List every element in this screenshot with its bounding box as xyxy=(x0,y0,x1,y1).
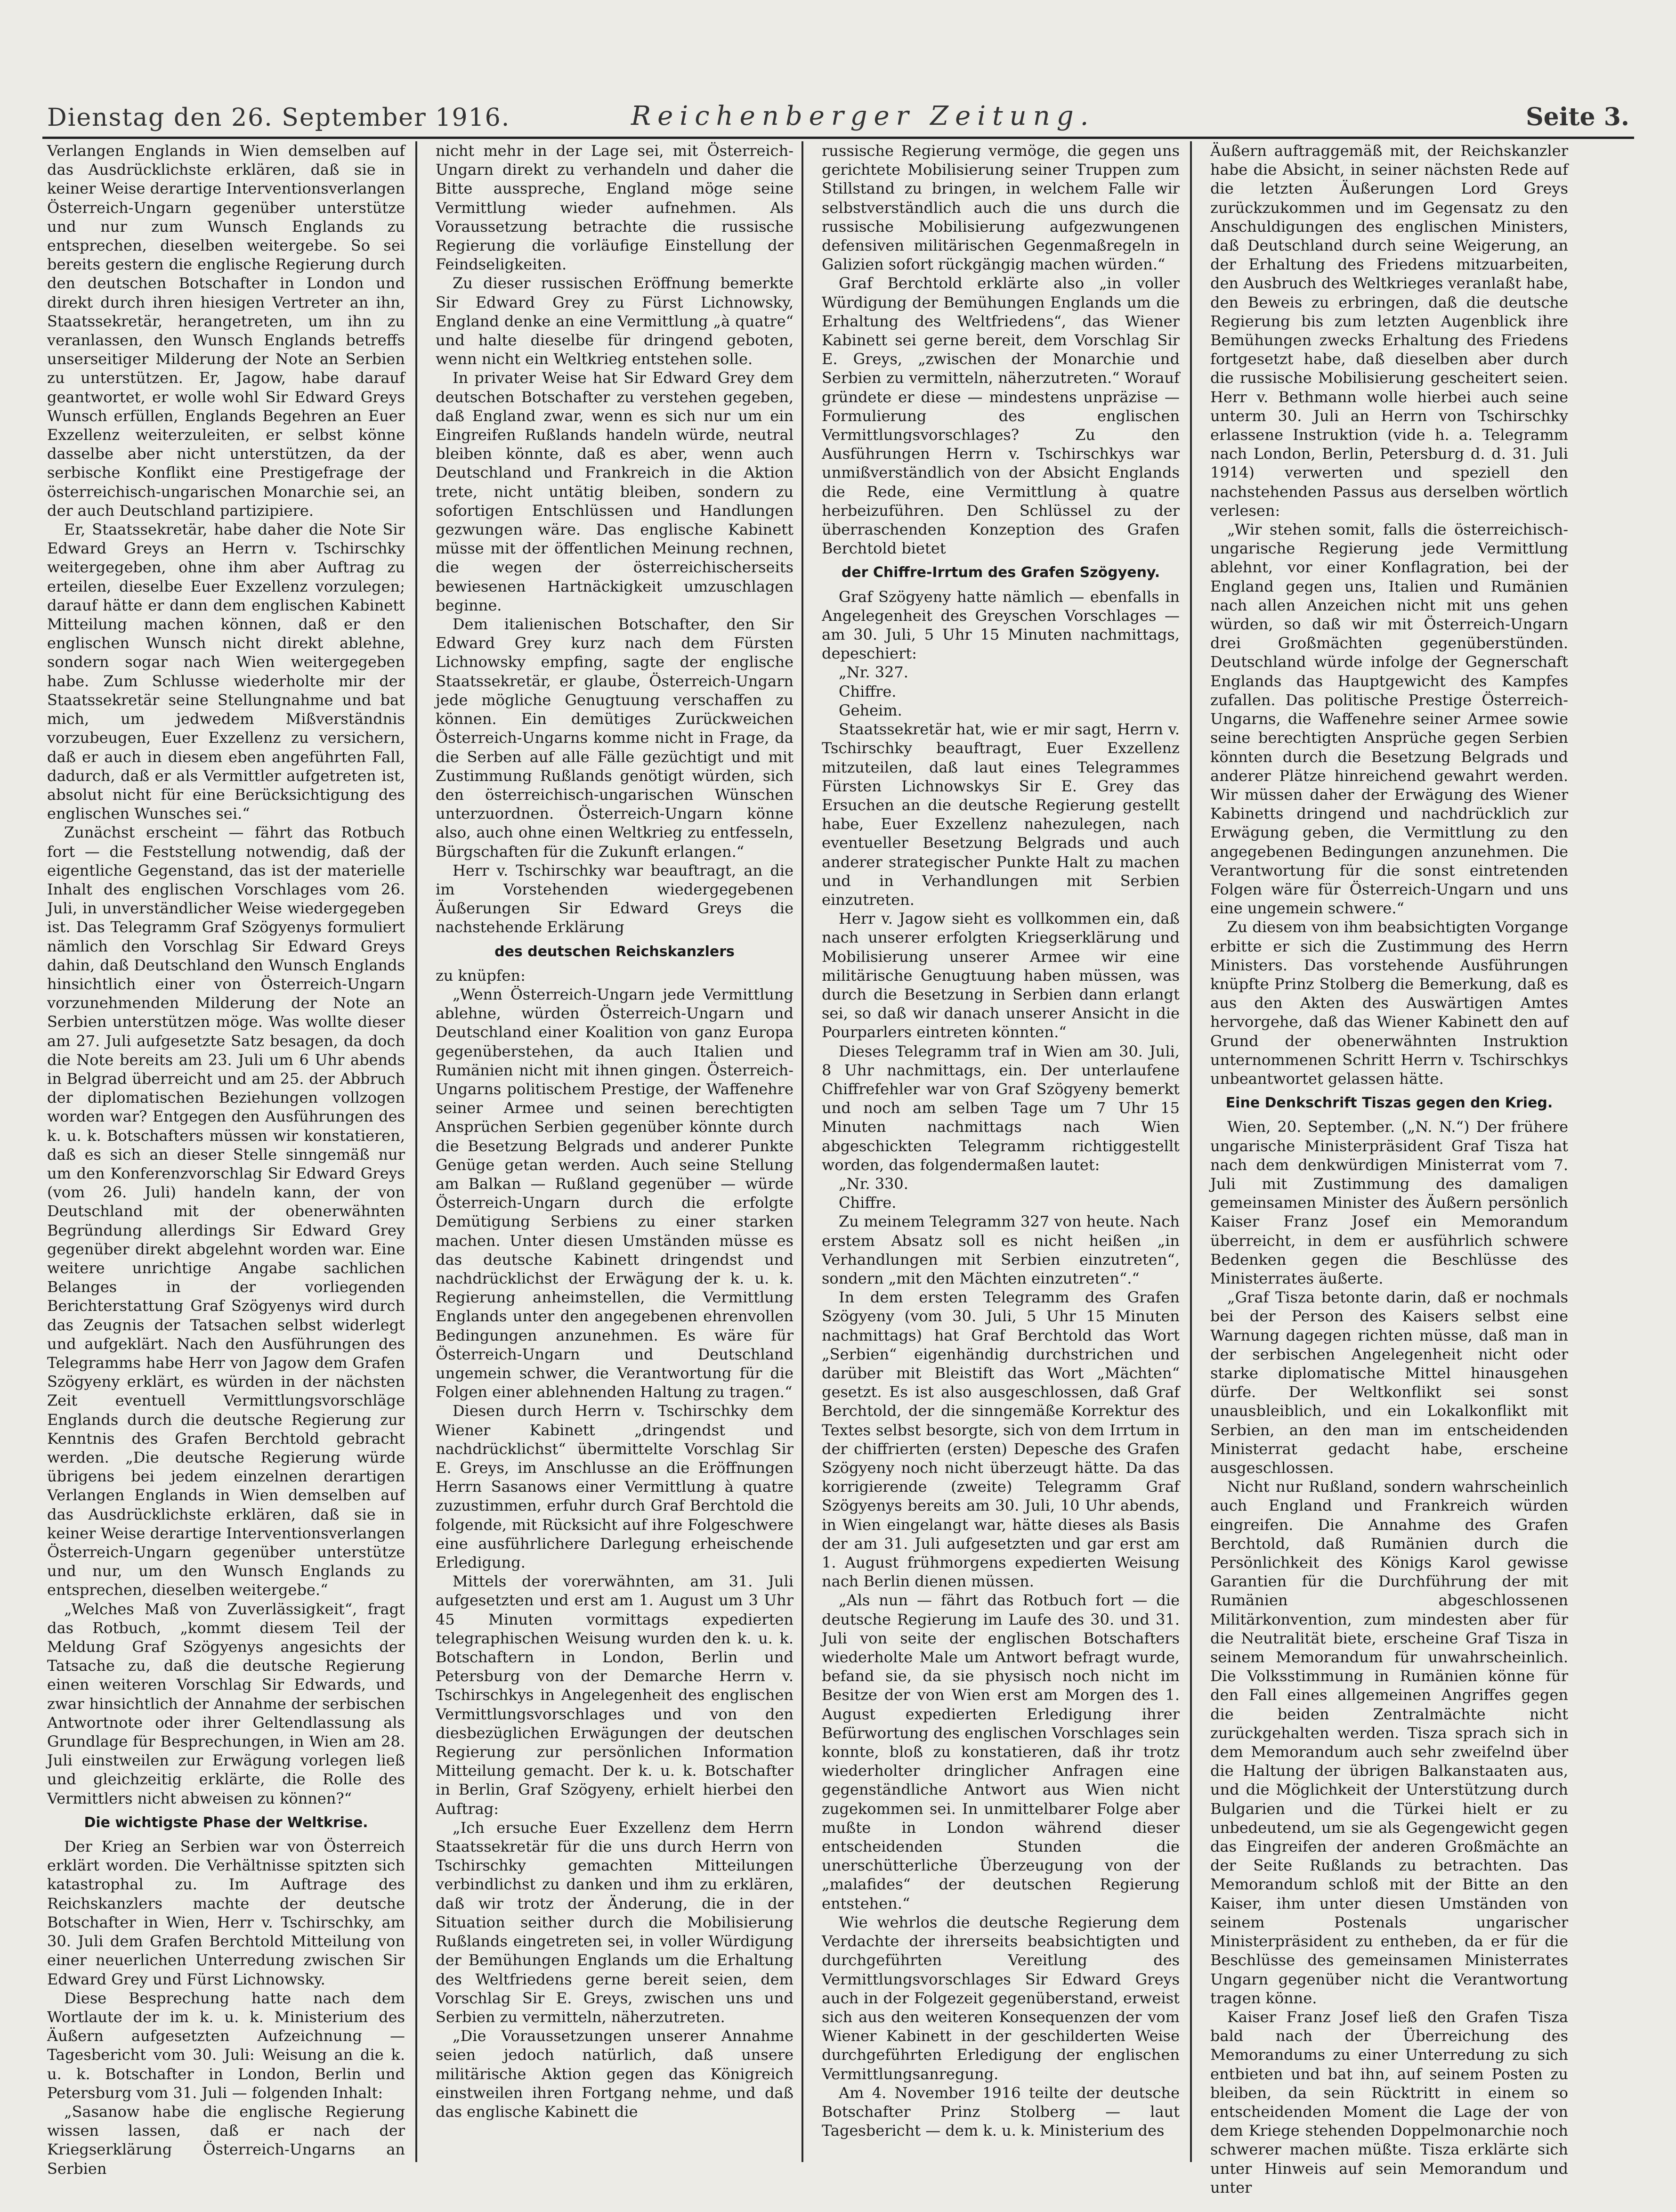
section-heading: des deutschen Reichskanzlers xyxy=(494,943,735,960)
paragraph: Zu dieser russischen Eröffnung bemerkte Sir Edward Grey zu Fürst Lichnowsky, England denke an eine Vermittlung „à quatre“ und halte dieselbe für dringend geboten, wenn nicht ein Weltkrieg entstehen solle. xyxy=(436,274,793,368)
paragraph: Am 4. November 1916 teilte der deutsche Botschafter Prinz Stolberg — laut Tagesbericht — dem k. u. k. Ministerium des xyxy=(822,2083,1180,2140)
telegram-line: „Nr. 327. xyxy=(839,663,908,682)
paragraph: In dem ersten Telegramm des Grafen Szögyeny (vom 30. Juli, 5 Uhr 15 Minuten nachmittags) hat Graf Berchtold das Wort „Serbien“ eigenhändig durchstrichen und darüber mit Bleistift das Wort „Mächten“ gesetzt. Es ist also ausgeschlossen, daß Graf Berchtold, der die sinngemäße Korrektur des Textes selbst besorgte, sich von dem Irrtum in der chiffrierten (ersten) Depesche des Grafen Szögyeny noch nicht überzeugt hätte. Da das korrigierende (zweite) Telegramm Graf Szögyenys bereits am 30. Juli, 10 Uhr abends, in Wien eingelangt war, hätte dieses als Basis der am 31. Juli aufgesetzten und gar erst am 1. August frühmorgens expedierten Weisung nach Berlin dienen müssen. xyxy=(822,1288,1180,1591)
telegram-line: Chiffre. xyxy=(839,1194,897,1212)
column-rule xyxy=(1190,141,1192,2162)
column-rule xyxy=(415,141,417,2162)
paragraph: Der Krieg an Serbien war von Österreich erklärt worden. Die Verhältnisse spitzten sich katastrophal zu. Im Auftrage des Reichskanzlers machte der deutsche Botschafter in Wien, Herr v. Tschirschky, am 30. Juli dem Grafen Berchtold Mitteilung von einer neuerlichen Unterredung zwischen Sir Edward Grey und Fürst Lichnowsky. xyxy=(47,1838,405,1988)
paragraph: „Die Voraussetzungen unserer Annahme seien jedoch natürlich, daß unsere militärische Aktion gegen das Königreich einstweilen ihren Fortgang nehme, und daß das englische Kabinett die xyxy=(436,2027,793,2121)
column-2 xyxy=(436,141,793,2162)
paragraph: Herr v. Tschirschky war beauftragt, an die im Vorstehenden wiedergegebenen Äußerungen Sir Edward Greys die nachstehende Erklärung xyxy=(436,861,793,936)
paragraph: zu knüpfen: xyxy=(436,966,526,984)
paragraph: Verlangen Englands in Wien demselben auf das Ausdrücklichste erklären, daß sie in keiner Weise derartige Interventionsverlangen Österreich-Ungarn gegenüber unterstütze und nur zum Wunsch Englands zu entsprechen, dieselben weitergebe. So sei bereits gestern die englische Regierung durch den deutschen Botschafter in London und direkt durch ihren hiesigen Vertreter an ihn, Staatssekretär, herangetreten, um ihn zu veranlassen, den Wunsch Englands betreffs unserseitiger Milderung der Note an Serbien zu unterstützen. Er, Jagow, habe darauf geantwortet, er wolle wohl Sir Edward Greys Wunsch erfüllen, Englands Begehren an Euer Exzellenz weiterzuleiten, er selbst könne dasselbe aber nicht unterstützen, da der serbische Konflikt eine Prestigefrage der österreichisch-ungarischen Monarchie sei, an der auch Deutschland partizipiere. xyxy=(47,142,405,520)
paragraph: Kaiser Franz Josef ließ den Grafen Tisza bald nach der Überreichung des Memorandums zu einer Unterredung zu sich entbieten und bat ihn, auf seinem Posten zu bleiben, da sein Rücktritt in einem so entscheidenden Moment die Lage der von dem Kriege stehenden Doppelmonarchie noch schwerer machen müßte. Tisza erklärte sich unter Hinweis auf sein Memorandum und unter xyxy=(1210,2008,1568,2196)
paragraph: Diesen durch Herrn v. Tschirschky dem Wiener Kabinett „dringendst und nachdrücklichst“ übermittelte Vorschlag Sir E. Greys, im Anschlusse an die Eröffnungen Herrn Sasanows einer Vermittlung à quatre zuzustimmen, erfuhr durch Graf Berchtold die folgende, mit Rücksicht auf ihre Folgeschwere eine ausführlichere Darlegung erheischende Erledigung. xyxy=(436,1402,793,1572)
paragraph: Diese Besprechung hatte nach dem Wortlaute der im k. u. k. Ministerium des Äußern aufgesetzten Aufzeichnung — Tagesbericht vom 30. Juli: Weisung an die k. u. k. Botschafter in London, Berlin und Petersburg vom 31. Juli — folgenden Inhalt: xyxy=(47,1989,405,2102)
paragraph: Graf Szögyeny hatte nämlich — ebenfalls in Angelegenheit des Greyschen Vorschlages — am 30. Juli, 5 Uhr 15 Minuten nachmittags, depeschiert: xyxy=(822,587,1180,663)
telegram-line: Geheim. xyxy=(839,701,902,719)
paragraph: „Sasanow habe die englische Regierung wissen lassen, daß er nach der Kriegserklärung Österreich-Ungarns an Serbien xyxy=(47,2102,405,2178)
paragraph: „Als nun — fährt das Rotbuch fort — die deutsche Regierung im Laufe des 30. und 31. Juli von seite der englischen Botschafters wiederholte Male um Antwort befragt wurde, befand sie, da sie physisch noch nicht im Besitze der von Wien erst am Morgen des 1. August expedierten Erledigung ihrer Befürwortung des englischen Vorschlages sein konnte, bloß zu konstatieren, daß ihr trotz wiederholter dringlicher Anfragen eine gegenständliche Antwort aus Wien nicht zugekommen sei. In unmittelbarer Folge aber mußte in London während dieser entscheidenden Stunden die unerschütterliche Überzeugung von der „malafides“ der deutschen Regierung entstehen.“ xyxy=(822,1591,1180,1912)
paragraph: Zu meinem Telegramm 327 von heute. Nach erstem Absatz soll es nicht heißen „in Verhandlungen mit Serbien einzutreten“, sondern „mit den Mächten einzutreten“.“ xyxy=(822,1212,1180,1287)
telegram-line: Chiffre. xyxy=(839,682,897,700)
paragraph: Zu diesem von ihm beabsichtigten Vorgange erbitte er sich die Zustimmung des Herrn Ministers. Das vorstehende Ausführungen knüpfte Prinz Stolberg die Bemerkung, daß es aus den Akten des Auswärtigen Amtes hervorgehe, daß das Wiener Kabinett den auf Grund der obenerwähnten Instruktion unternommenen Schritt Herrn v. Tschirschkys unbeantwortet gelassen hätte. xyxy=(1210,918,1568,1088)
newspaper-title: Reichenberger Zeitung. xyxy=(631,101,1095,131)
page-number: Seite 3. xyxy=(1526,103,1629,131)
paragraph: „Graf Tisza betonte darin, daß er nochmals bei der Person des Kaisers selbst eine Warnung dagegen richten müsse, daß man in der serbischen Angelegenheit nicht oder starke diplomatische Mittel hinausgehen dürfe. Der Weltkonflikt sei sonst unausbleiblich, und ein Lokalkonflikt mit Serbien, an den man im entscheidenden Ministerrat gedacht habe, erscheine ausgeschlossen. xyxy=(1210,1288,1568,1477)
section-heading: Eine Denkschrift Tiszas gegen den Krieg. xyxy=(1225,1095,1553,1112)
paragraph: „Welches Maß von Zuverlässigkeit“, fragt das Rotbuch, „kommt diesem Teil der Meldung Graf Szögyenys angesichts der Tatsache zu, daß die deutsche Regierung einen weiteren Vorschlag Sir Edwards, und zwar hinsichtlich der Annahme der serbischen Antwortnote oder ihrer Geltendlassung als Grundlage für Besprechungen, in Wien am 28. Juli einstweilen zur Erwägung vorlegen ließ und gleichzeitig erklärte, die Rolle des Vermittlers nicht abweisen zu können?“ xyxy=(47,1600,405,1807)
paragraph: Staatssekretär hat, wie er mir sagt, Herrn v. Tschirschky beauftragt, Euer Exzellenz mitzuteilen, daß laut eines Telegrammes Fürsten Lichnowskys Sir E. Grey das Ersuchen an die deutsche Regierung gestellt habe, Euer Exzellenz nahezulegen, nach eventueller Besetzung Belgrads und auch anderer strategischer Punkte Halt zu machen und in Verhandlungen mit Serbien einzutreten. xyxy=(822,720,1180,909)
paragraph: Graf Berchtold erklärte also „in voller Würdigung der Bemühungen Englands um die Erhaltung des Weltfriedens“, das Wiener Kabinett sei gerne bereit, dem Vorschlag Sir E. Greys, „zwischen der Monarchie und Serbien zu vermitteln, näherzutreten.“ Worauf gründete er diese — mindestens unpräzise — Formulierung des englischen Vermittlungsvorschlages? Zu den Ausführungen Herrn v. Tschirschkys war unmißverständlich von der Absicht Englands die Rede, eine Vermittlung à quatre herbeizuführen. Den Schlüssel zu der überraschenden Konzeption des Grafen Berchtold bietet xyxy=(822,274,1180,558)
paragraph: Er, Staatssekretär, habe daher die Note Sir Edward Greys an Herrn v. Tschirschky weitergegeben, ohne ihm aber Auftrag zu erteilen, dieselbe Euer Exzellenz vorzulegen; darauf hätte er dann dem englischen Kabinett Mitteilung machen können, daß er den englischen Wunsch nicht direkt ablehne, sondern sogar nach Wien weitergegeben habe. Zum Schlusse wiederholte mir der Staatssekretär seine Stellungnahme und bat mich, um jedwedem Mißverständnis vorzubeugen, Euer Exzellenz zu versichern, daß er auch in diesem eben angeführten Fall, dadurch, daß er als Vermittler aufgetreten ist, absolut nicht für eine Berücksichtigung des englischen Wunsches sei.“ xyxy=(47,520,405,823)
paragraph: In privater Weise hat Sir Edward Grey dem deutschen Botschafter zu verstehen gegeben, daß England zwar, wenn es sich nur um ein Eingreifen Rußlands handeln würde, neutral bleiben könnte, daß es aber, wenn auch Deutschland und Frankreich in die Aktion trete, nicht untätig bleiben, sondern zu sofortigen Entschlüssen und Handlungen gezwungen wäre. Das englische Kabinett müsse mit der öffentlichen Meinung rechnen, die wegen der österreichischerseits bewiesenen Hartnäckigkeit umzuschlagen beginne. xyxy=(436,369,793,614)
paragraph: Nicht nur Rußland, sondern wahrscheinlich auch England und Frankreich würden eingreifen. Die Annahme des Grafen Berchtold, daß Rumänien durch die Persönlichkeit des Königs Karol gewisse Garantien für die Durchführung der mit Rumänien abgeschlossenen Militärkonvention, zum mindesten aber für die Neutralität biete, erscheine Graf Tisza in seinem Memorandum für unwahrscheinlich. Die Volksstimmung in Rumänien könne für den Fall eines allgemeinen Angriffes gegen die beiden Zentralmächte nicht zurückgehalten werden. Tisza sprach sich in dem Memorandum auch sehr zweifelnd über die Haltung der übrigen Balkanstaaten aus, und die Möglichkeit der Unterstützung durch Bulgarien und die Türkei hielt er zu unbedeutend, um sie als Gegengewicht gegen das Eingreifen der anderen Großmächte an der Seite Rußlands zu betrachten. Das Memorandum schloß mit der Bitte an den Kaiser, ihm unter diesen Umständen von seinem Postenals ungarischer Ministerpräsident zu entheben, da er für die Beschlüsse des gemeinsamen Ministerrates Ungarn gegenüber nicht die Verantwortung tragen könne. xyxy=(1210,1478,1568,2007)
paragraph: Dem italienischen Botschafter, den Sir Edward Grey kurz nach dem Fürsten Lichnowsky empfing, sagte der englische Staatssekretär, er glaube, Österreich-Ungarn jede mögliche Genugtuung verschaffen zu können. Ein demütiges Zurückweichen Österreich-Ungarns komme nicht in Frage, da die Serben auf alle Fälle gezüchtigt und mit Zustimmung Rußlands genötigt würden, sich den österreichisch-ungarischen Wünschen unterzuordnen. Österreich-Ungarn könne also, auch ohne einen Weltkrieg zu entfesseln, Bürgschaften für die Zukunft erlangen.“ xyxy=(436,615,793,861)
paragraph: Dieses Telegramm traf in Wien am 30. Juli, 8 Uhr nachmittags, ein. Der unterlaufene Chiffrefehler war von Graf Szögyeny bemerkt und noch am selben Tage um 7 Uhr 15 Minuten nachmittags nach Wien abgeschickten Telegramm richtiggestellt worden, das folgendermaßen lautet: xyxy=(822,1042,1180,1174)
paragraph: Zunächst erscheint — fährt das Rotbuch fort — die Feststellung notwendig, daß der eigentliche Gegenstand, das ist der materielle Inhalt des englischen Vorschlages vom 26. Juli, in unverständlicher Weise wiedergegeben ist. Das Telegramm Graf Szögyenys formuliert nämlich den Vorschlag Sir Edward Greys dahin, daß Deutschland den Wunsch Englands hinsichtlich einer von Österreich-Ungarn vorzunehmenden Milderung der Note an Serbien unterstützen möge. Was wollte dieser am 27. Juli aufgesetzte Satz besagen, da doch die Note bereits am 23. Juli um 6 Uhr abends in Belgrad überreicht und am 25. der Abbruch der diplomatischen Beziehungen vollzogen worden war? Entgegen den Ausführungen des k. u. k. Botschafters müssen wir konstatieren, daß es sich an dieser Stelle sinngemäß nur um den Konferenzvorschlag Sir Edward Greys (vom 26. Juli) handeln kann, der von Deutschland mit der obenerwähnten Begründung allerdings Sir Edward Grey gegenüber direkt abgelehnt worden war. Eine weitere unrichtige Angabe sachlichen Belanges in der vorliegenden Berichterstattung Graf Szögyenys wird durch das Zeugnis der Tatsachen selbst widerlegt und aufgeklärt. Nach den Ausführungen des Telegramms habe Herr von Jagow dem Grafen Szögyeny erklärt, es würden in der nächsten Zeit eventuell Vermittlungsvorschläge Englands durch die deutsche Regierung zur Kenntnis des Grafen Berchtold gebracht werden. „Die deutsche Regierung würde übrigens bei jedem einzelnen derartigen Verlangen Englands in Wien demselben auf das Ausdrücklichste erklären, daß sie in keiner Weise derartige Interventionsverlangen Österreich-Ungarn gegenüber unterstütze und nur, um den Wunsch Englands zu entsprechen, dieselben weitergebe.“ xyxy=(47,823,405,1599)
issue-date: Dienstag den 26. September 1916. xyxy=(47,104,510,132)
telegram-line: „Nr. 330. xyxy=(839,1174,908,1193)
paragraph: Herr v. Jagow sieht es vollkommen ein, daß nach unserer erfolgten Kriegserklärung und Mobilisierung unserer Armee wir eine militärische Genugtuung haben müssen, was durch die Besetzung in Serbien dann erlangt sei, so daß wir danach unserer Ansicht in die Pourparlers eintreten könnten.“ xyxy=(822,910,1180,1041)
masthead xyxy=(42,94,1634,139)
section-heading: der Chiffre-Irrtum des Grafen Szögyeny. xyxy=(841,564,1160,581)
paragraph: nicht mehr in der Lage sei, mit Österreich-Ungarn direkt zu verhandeln und daher die Bitte ausspreche, England möge seine Vermittlung wieder aufnehmen. Als Voraussetzung betrachte die russische Regierung die vorläufige Einstellung der Feindseligkeiten. xyxy=(436,142,793,274)
paragraph: Wie wehrlos die deutsche Regierung dem Verdachte der ihrerseits beabsichtigten und durchgeführten Vereitlung des Vermittlungsvorschlages Sir Edward Greys auch in der Folgezeit gegenüberstand, erweist sich aus den weiteren Konsequenzen der vom Wiener Kabinett in der geschilderten Weise durchgeführten Erledigung der englischen Vermittlungsanregung. xyxy=(822,1913,1180,2083)
column-4 xyxy=(1210,141,1568,2196)
column-3 xyxy=(822,141,1180,2162)
paragraph: „Wenn Österreich-Ungarn jede Vermittlung ablehne, würden Österreich-Ungarn und Deutschland einer Koalition von ganz Europa gegenüberstehen, da auch Italien und Rumänien nicht mit ihnen gingen. Österreich-Ungarns politischem Prestige, der Waffenehre seiner Armee und seinen berechtigten Ansprüchen Serbien gegenüber könnte durch die Besetzung Belgrads und anderer Punkte Genüge getan werden. Auch seine Stellung am Balkan — Rußland gegenüber — würde Österreich-Ungarn durch die erfolgte Demütigung Serbiens zu einer starken machen. Unter diesen Umständen müsse es das deutsche Kabinett dringendst und nachdrücklichst der Erwägung der k. u. k. Regierung anheimstellen, die Vermittlung Englands unter den angegebenen ehrenvollen Bedingungen anzunehmen. Es wäre für Österreich-Ungarn und Deutschland ungemein schwer, die Verantwortung für die Folgen einer ablehnenden Haltung zu tragen.“ xyxy=(436,985,793,1401)
paragraph: „Wir stehen somit, falls die österreichisch-ungarische Regierung jede Vermittlung ablehnt, vor einer Konflagration, bei der England gegen uns, Italien und Rumänien nach allen Anzeichen nicht mit uns gehen würden, so daß wir mit Österreich-Ungarn drei Großmächten gegenüberstünden. Deutschland würde infolge der Gegnerschaft Englands das Hauptgewicht des Kampfes zufallen. Das politische Prestige Österreich-Ungarns, die Waffenehre seiner Armee sowie seine berechtigten Ansprüche gegen Serbien könnten durch die Besetzung Belgrads und anderer Plätze hinreichend gewahrt werden. Wir müssen daher der Erwägung des Wiener Kabinetts dringend und nachdrücklich zur Erwägung geben, die Vermittlung zu den angegebenen Bedingungen anzunehmen. Die Verantwortung für die sonst eintretenden Folgen wäre für Österreich-Ungarn und uns eine ungemein schwere.“ xyxy=(1210,520,1568,918)
section-heading: Die wichtigste Phase der Weltkrise. xyxy=(84,1814,368,1831)
paragraph: Äußern auftraggemäß mit, der Reichskanzler habe die Absicht, in seiner nächsten Rede auf die letzten Äußerungen Lord Greys zurückzukommen und im Gegensatz zu den Anschuldigungen des englischen Ministers, daß Deutschland durch seine Weigerung, an der Erhaltung des Friedens mitzuarbeiten, den Ausbruch des Weltkrieges veranlaßt habe, den Beweis zu erbringen, daß die deutsche Regierung bis zum letzten Augenblick ihre Bemühungen zwecks Erhaltung des Friedens fortgesetzt habe, daß dieselben aber durch die russische Mobilisierung gescheitert seien. Herr v. Bethmann wolle hierbei auch seine unterm 30. Juli an Herrn von Tschirschky erlassene Instruktion (vide h. a. Telegramm nach London, Berlin, Petersburg d. d. 31. Juli 1914) verwerten und speziell den nachstehenden Passus aus derselben wörtlich verlesen: xyxy=(1210,142,1568,520)
paragraph: Wien, 20. September. („N. N.“) Der frühere ungarische Ministerpräsident Graf Tisza hat nach dem denkwürdigen Ministerrat vom 7. Juli mit Zustimmung des damaligen gemeinsamen Minister des Äußern persönlich Kaiser Franz Josef ein Memorandum überreicht, in dem er ausführlich schwere Bedenken gegen die Beschlüsse des Ministerrates äußerte. xyxy=(1210,1118,1568,1287)
column-rule xyxy=(802,141,803,2162)
column-1 xyxy=(47,141,405,2178)
paragraph: Mittels der vorerwähnten, am 31. Juli aufgesetzten und erst am 1. August um 3 Uhr 45 Minuten vormittags expedierten telegraphischen Weisung wurden den k. u. k. Botschaftern in London, Berlin und Petersburg von der Demarche Herrn v. Tschirschkys in Angelegenheit des englischen Vermittlungsvorschlages und von den diesbezüglichen Erwägungen der deutschen Regierung zur persönlichen Information Mitteilung gemacht. Der k. u. k. Botschafter in Berlin, Graf Szögyeny, erhielt hierbei den Auftrag: xyxy=(436,1572,793,1818)
paragraph: „Ich ersuche Euer Exzellenz dem Herrn Staatssekretär für die uns durch Herrn von Tschirschky gemachten Mitteilungen verbindlichst zu danken und ihm zu erklären, daß wir trotz der Änderung, die in der Situation seither durch die Mobilisierung Rußlands eingetreten sei, in voller Würdigung der Bemühungen Englands um die Erhaltung des Weltfriedens gerne bereit seien, dem Vorschlag Sir E. Greys, zwischen uns und Serbien zu vermitteln, näherzutreten. xyxy=(436,1818,793,2026)
paragraph: russische Regierung vermöge, die gegen uns gerichtete Mobilisierung seiner Truppen zum Stillstand zu bringen, in welchem Falle wir selbstverständlich auch die uns durch die russische Mobilisierung aufgezwungenen defensiven militärischen Gegenmaßregeln in Galizien sofort rückgängig machen würden.“ xyxy=(822,142,1180,274)
